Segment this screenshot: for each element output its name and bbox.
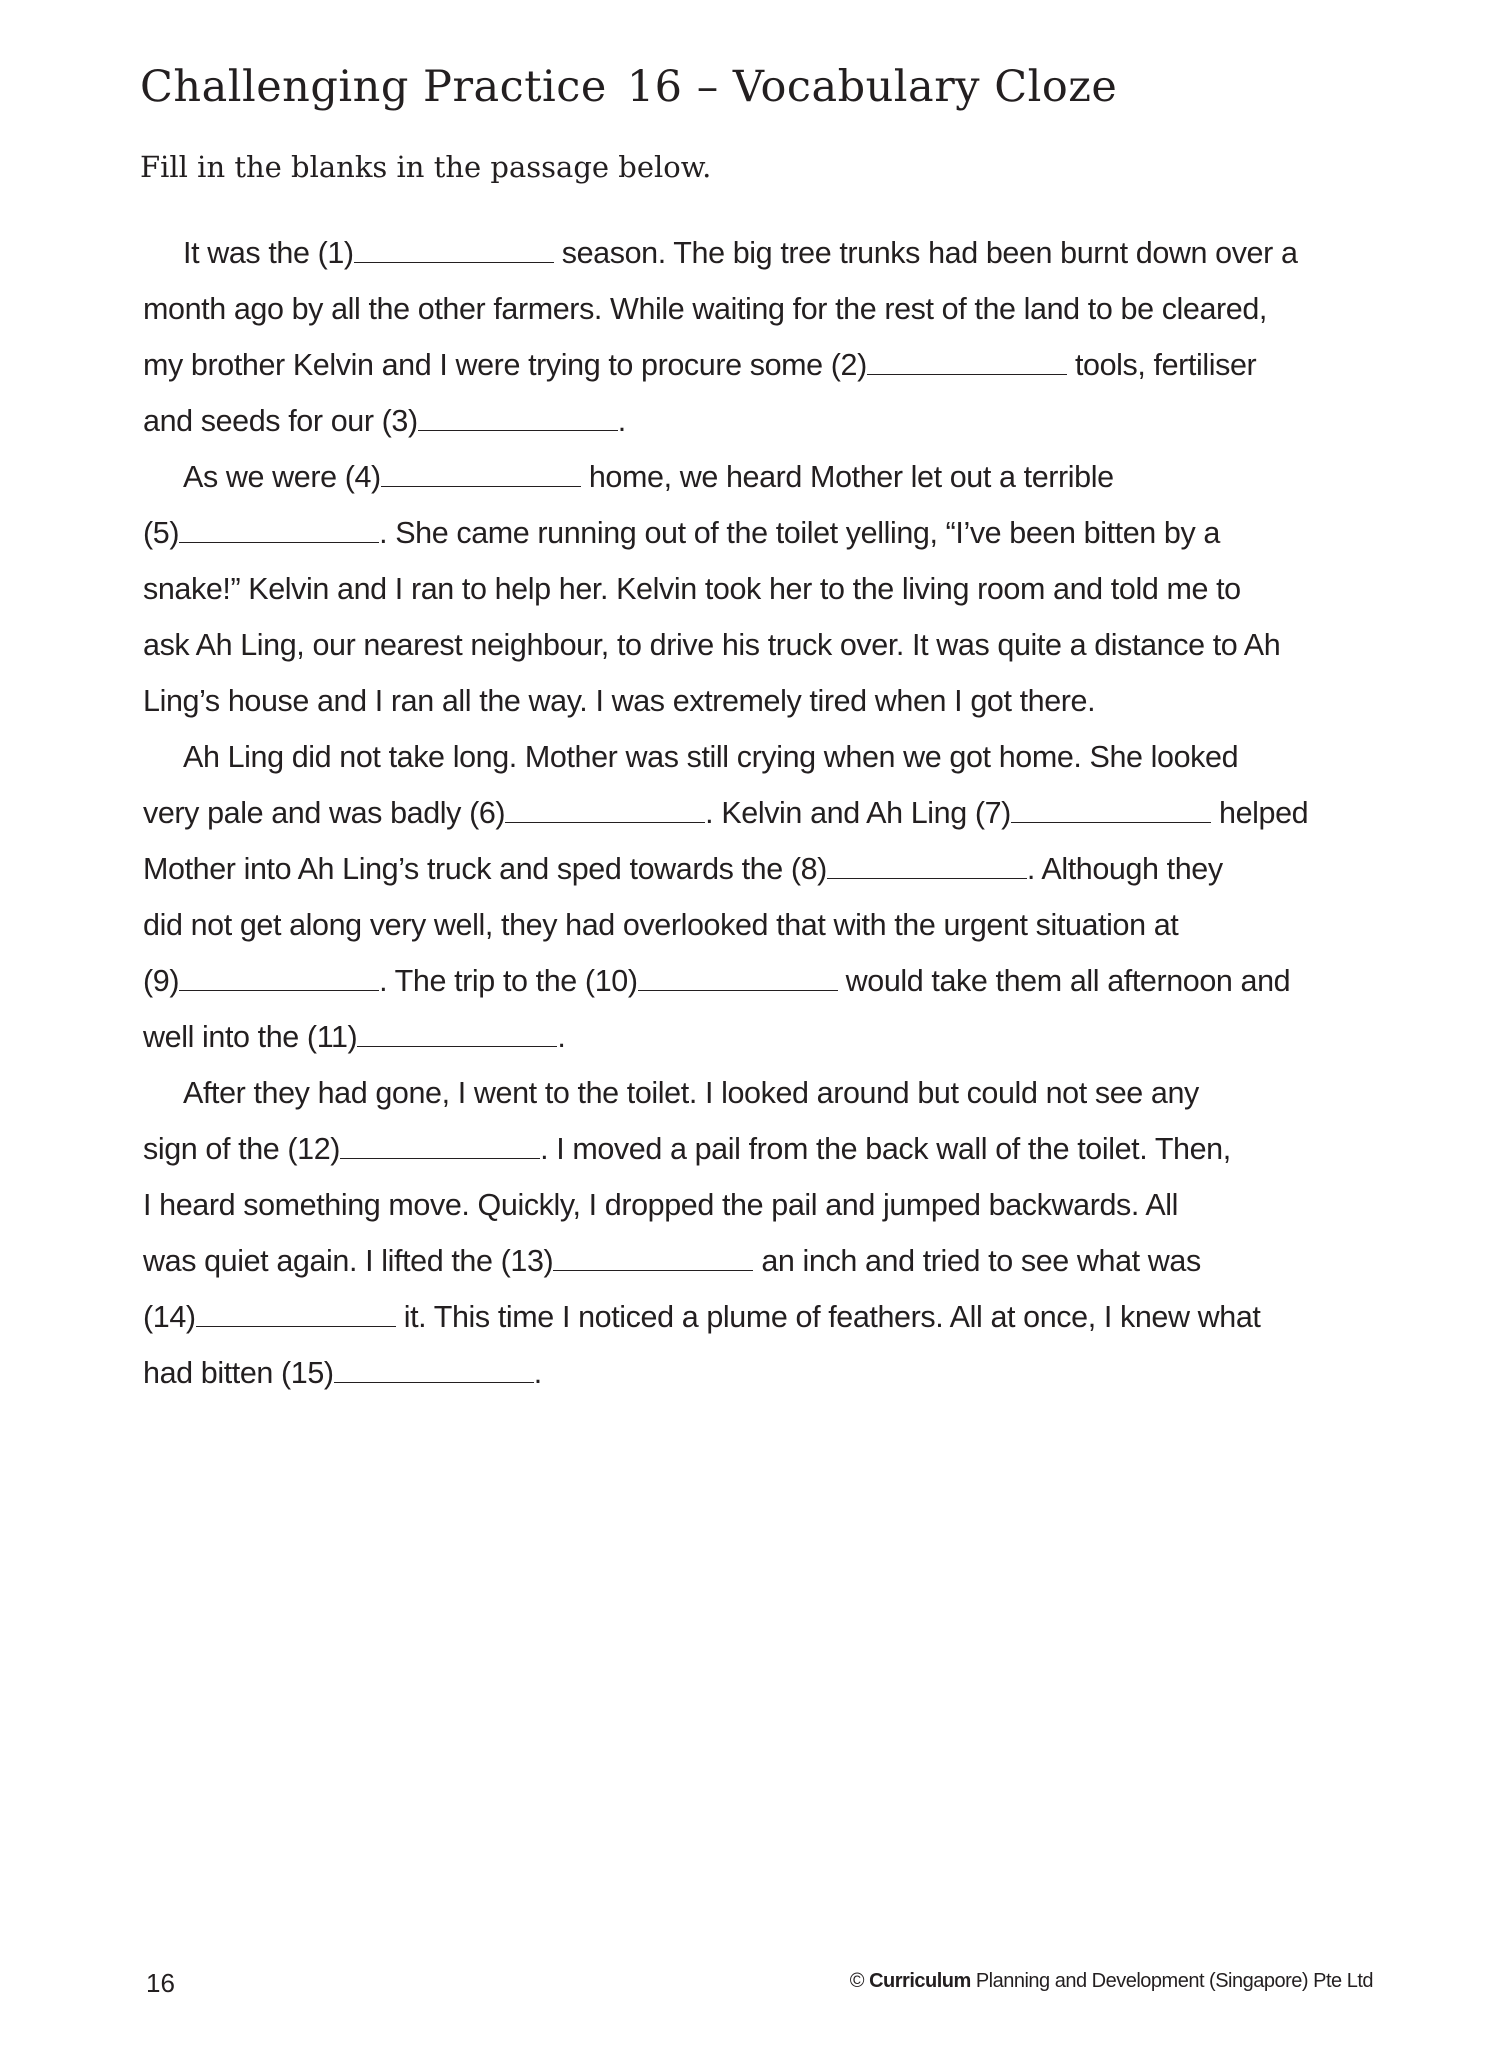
page-title [140,62,1117,112]
passage-text: season. The big tree trunks had been burnt down over a [553,236,1298,270]
passage-text: my brother Kelvin and I were trying to procure some (2) [143,348,867,382]
passage-line [143,681,1095,721]
passage-text: . Although they [1026,852,1223,886]
copyright-rest: Planning and Development (Singapore) Pte Ltd [970,1970,1373,1992]
blank-12[interactable] [340,1130,540,1159]
passage-text: Ling’s house and I ran all the way. I was extremely tired when I got there. [143,684,1096,718]
passage-line [143,401,626,441]
blank-15[interactable] [334,1354,534,1383]
passage-line [143,1017,565,1057]
blank-5[interactable] [179,514,379,543]
passage-text: well into the (11) [143,1020,358,1054]
passage-text: had bitten (15) [143,1356,334,1390]
copyright-prefix: © [849,1970,870,1992]
passage-line [143,905,1178,945]
passage-text: . Kelvin and Ah Ling (7) [705,796,1011,830]
passage-text: home, we heard Mother let out a terrible [580,460,1114,494]
passage-line [143,961,1290,1001]
passage-line [183,457,1114,497]
title-number: 16 [626,62,683,112]
passage-text: month ago by all the other farmers. While waiting for the rest of the land to be cleared, [143,292,1268,326]
passage-text: would take them all afternoon and [837,964,1291,998]
passage-text: Ah Ling did not take long. Mother was still crying when we got home. She looked [183,740,1239,774]
passage-line [183,1073,1199,1113]
passage-text: was quiet again. I lifted the (13) [143,1244,554,1278]
passage-text: I heard something move. Quickly, I dropped the pail and jumped backwards. All [143,1188,1179,1222]
passage-line [143,1129,1231,1169]
passage-text: . She came running out of the toilet yelling, “I’ve been bitten by a [379,516,1220,550]
passage-line [143,569,1241,609]
blank-9[interactable] [179,962,379,991]
passage-text: It was the (1) [183,236,354,270]
passage-text: helped [1210,796,1309,830]
passage-line [143,1185,1178,1225]
passage-line [143,1353,542,1393]
passage-text: snake!” Kelvin and I ran to help her. Kelvin took her to the living room and told me to [143,572,1241,606]
passage-text: sign of the (12) [143,1132,341,1166]
passage-text: ask Ah Ling, our nearest neighbour, to drive his truck over. It was quite a distance to Ah [143,628,1281,662]
page-number: 16 [146,1968,175,1998]
passage-line [143,345,1256,385]
passage-text: . I moved a pail from the back wall of the toilet. Then, [540,1132,1231,1166]
title-suffix: – Vocabulary Cloze [696,62,1118,112]
passage-line [143,849,1223,889]
passage-text: . [557,1020,566,1054]
passage-text: and seeds for our (3) [143,404,418,438]
blank-1[interactable] [354,234,554,263]
passage-line [143,1297,1261,1337]
passage-line [143,513,1220,553]
passage-line [143,625,1280,665]
passage-line [143,793,1308,833]
copyright-notice [850,1970,1373,1993]
blank-10[interactable] [638,962,838,991]
blank-7[interactable] [1011,794,1211,823]
passage-text: very pale and was badly (6) [143,796,506,830]
passage-line [183,233,1298,273]
blank-3[interactable] [418,402,618,431]
passage-text: After they had gone, I went to the toilet. I looked around but could not see any [183,1076,1199,1110]
passage-text: . The trip to the (10) [379,964,638,998]
passage-text: tools, fertiliser [1066,348,1257,382]
blank-4[interactable] [381,458,581,487]
blank-14[interactable] [196,1298,396,1327]
passage-line [143,1241,1201,1281]
passage-text: it. This time I noticed a plume of feathers. All at once, I knew what [395,1300,1261,1334]
passage-text: (9) [143,964,180,998]
passage-line [183,737,1238,777]
passage-text: (5) [143,516,180,550]
passage-text: . [617,404,626,438]
passage-text: did not get along very well, they had overlooked that with the urgent situation at [143,908,1179,942]
blank-6[interactable] [505,794,705,823]
blank-11[interactable] [357,1018,557,1047]
instruction: Fill in the blanks in the passage below. [140,150,712,184]
passage-text: . [533,1356,542,1390]
title-prefix: Challenging Practice [140,62,607,112]
passage-text: (14) [143,1300,196,1334]
passage-text: Mother into Ah Ling’s truck and sped towards the (8) [143,852,827,886]
passage-line [143,289,1267,329]
blank-2[interactable] [867,346,1067,375]
passage-text: an inch and tried to see what was [753,1244,1201,1278]
blank-8[interactable] [827,850,1027,879]
blank-13[interactable] [553,1242,753,1271]
passage-text: As we were (4) [183,460,381,494]
copyright-bold: Curriculum [869,1970,971,1992]
